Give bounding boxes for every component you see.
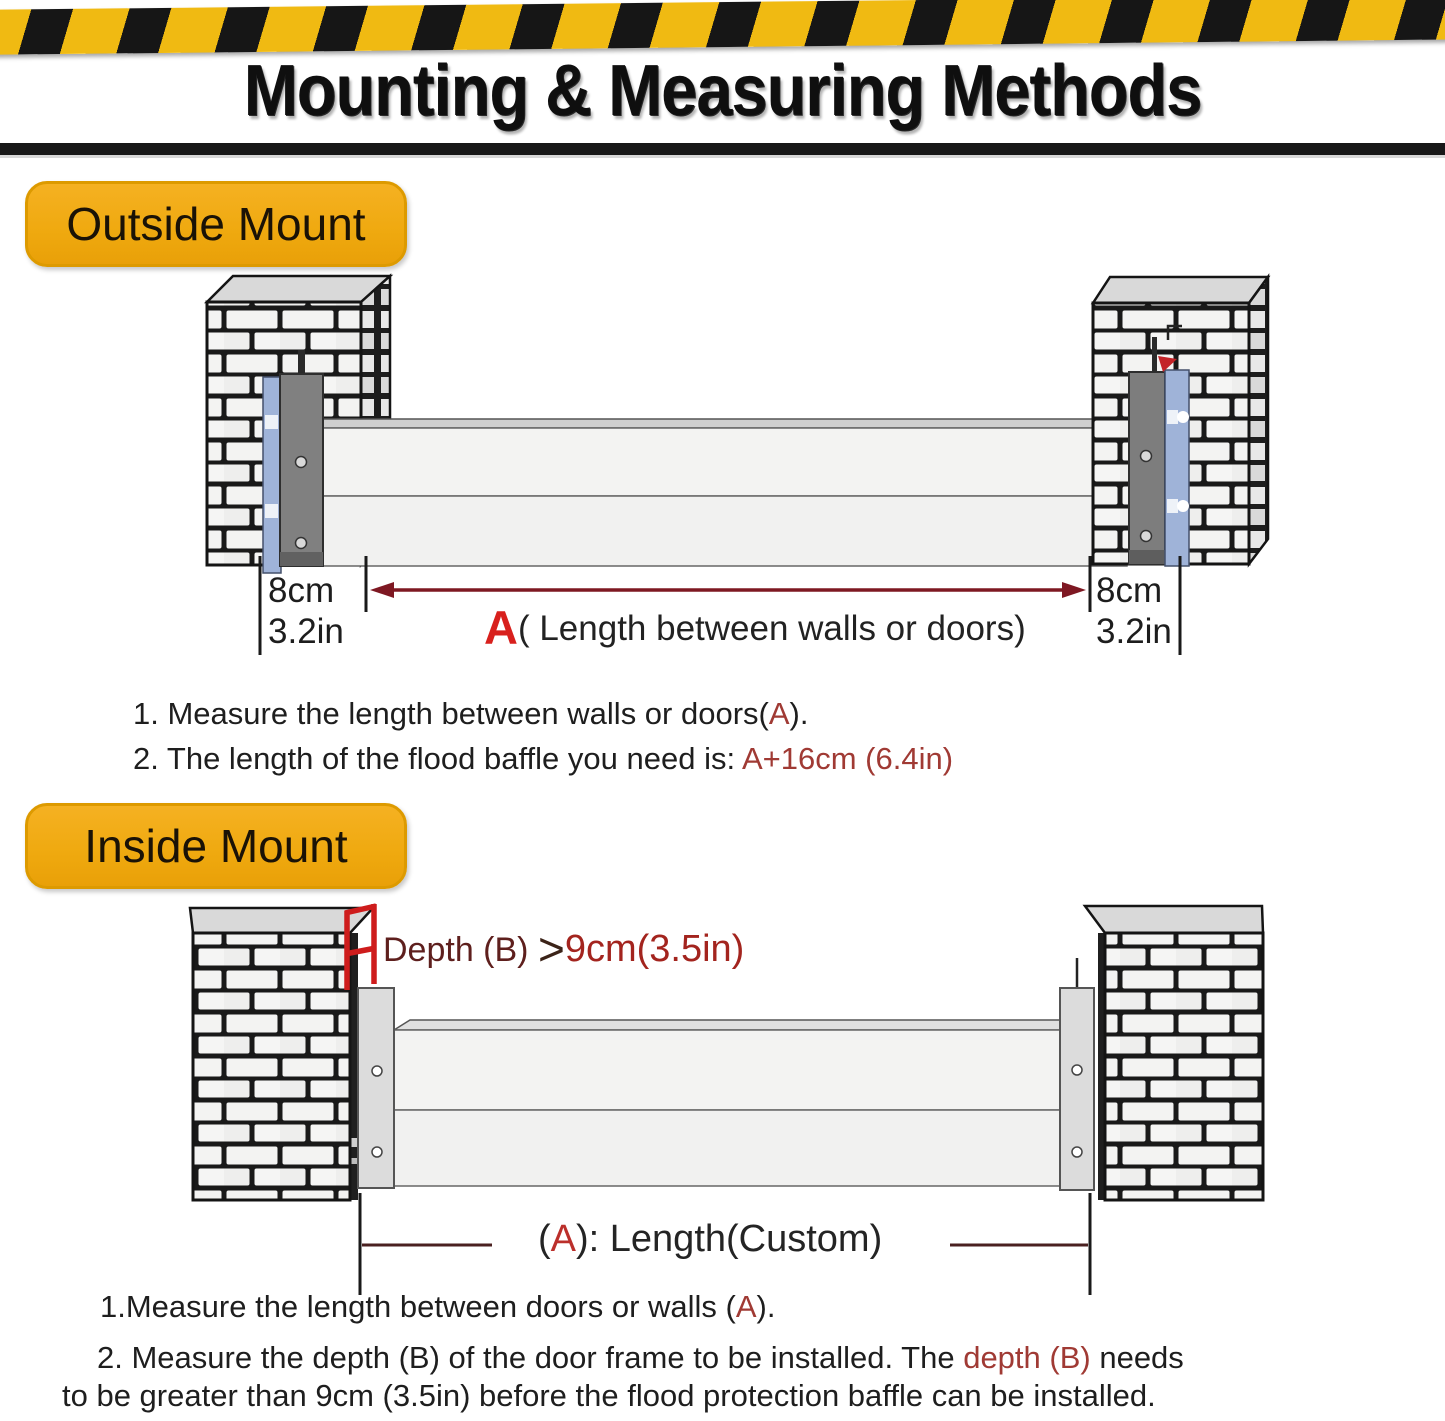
greater-than-sign: > — [537, 923, 565, 975]
channel-strip-left — [263, 377, 281, 573]
channel-strip-right — [1165, 370, 1189, 566]
length-accent-a: A — [550, 1218, 577, 1260]
depth-value: 9cm(3.5in) — [564, 928, 745, 970]
flood-baffle-inside — [394, 1020, 1076, 1186]
step-text: to be greater than 9cm (3.5in) before the flood protection baffle can be installed. — [62, 1378, 1156, 1413]
inside-step-1 — [100, 1289, 775, 1325]
step-text: 1.Measure the length between doors or walls ( — [100, 1289, 736, 1324]
depth-annotation — [383, 922, 744, 976]
dimension-right-outside — [1096, 570, 1172, 652]
slot-right — [1152, 337, 1157, 372]
step-accent: A — [768, 696, 790, 731]
dimension-left-outside — [268, 570, 344, 652]
dimension-arrow — [370, 582, 1086, 598]
step-text: needs — [1090, 1340, 1184, 1375]
dimension-cm: 8cm — [268, 571, 335, 610]
flood-baffle-outside — [323, 419, 1127, 566]
mounting-bracket-right — [1129, 372, 1165, 564]
brick-pillar-right-inside — [1085, 906, 1263, 1200]
dimension-in: 3.2in — [268, 612, 344, 651]
outside-step-1 — [133, 696, 808, 732]
inside-mount-label-text: Inside Mount — [84, 820, 348, 872]
step-accent: depth (B) — [963, 1340, 1091, 1375]
dimension-in: 3.2in — [1096, 612, 1172, 651]
step-text: ). — [789, 696, 809, 731]
mounting-plate-left — [358, 988, 394, 1188]
outside-mount-label-text: Outside Mount — [66, 198, 366, 250]
inside-step-2-continued — [62, 1378, 1156, 1414]
length-accent-a: A — [484, 601, 518, 654]
length-text: ( — [538, 1218, 551, 1260]
step-text: ). — [756, 1289, 776, 1324]
mounting-plate-right — [1060, 958, 1094, 1190]
length-annotation-text: ( Length between walls or doors) — [517, 609, 1026, 648]
page-title: Mounting & Measuring Methods — [243, 51, 1202, 131]
step-text: 1. Measure the length between walls or doors( — [133, 696, 769, 731]
outside-step-2 — [133, 741, 953, 777]
step-text: 2. The length of the flood baffle you need is: — [133, 741, 742, 776]
length-annotation-outside — [484, 600, 1026, 655]
depth-name: Depth (B) — [383, 931, 538, 969]
mounting-bracket-left — [280, 374, 323, 566]
inside-step-2 — [97, 1340, 1184, 1376]
length-text: ): Length(Custom) — [576, 1218, 883, 1260]
step-accent: A — [735, 1289, 757, 1324]
length-annotation-inside — [538, 1218, 882, 1261]
step-text: 2. Measure the depth (B) of the door frame to be installed. The — [97, 1340, 964, 1375]
dimension-cm: 8cm — [1096, 571, 1163, 610]
step-accent: A+16cm (6.4in) — [741, 741, 954, 776]
